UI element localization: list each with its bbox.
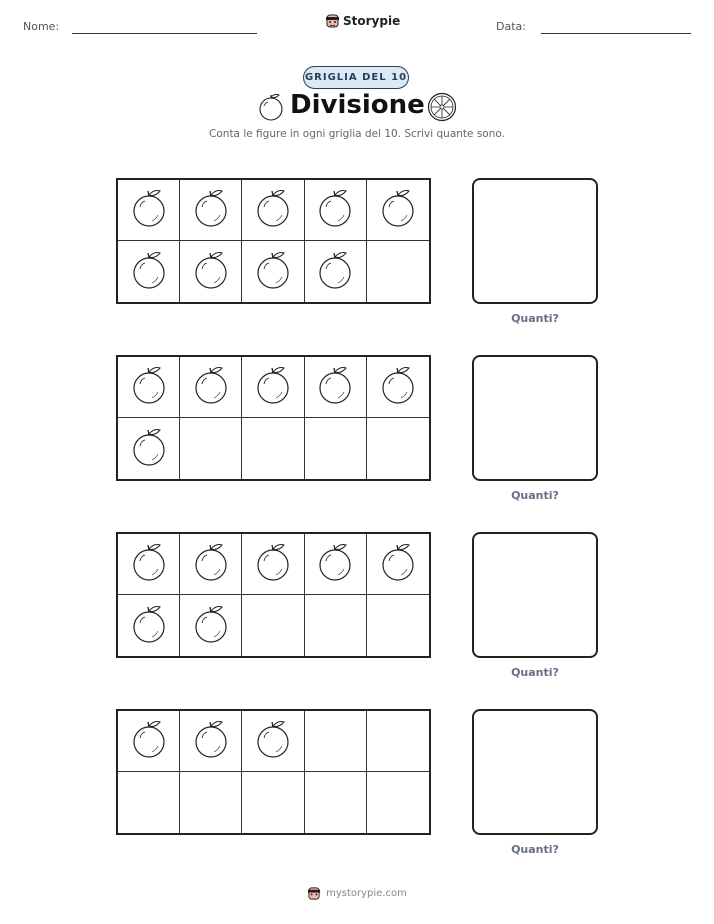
ten-frame-cell	[180, 241, 242, 302]
page-title: Divisione	[290, 90, 425, 120]
orange-fruit-icon	[380, 365, 416, 409]
ten-frame-cell	[180, 595, 242, 656]
category-badge: GRIGLIA DEL 10	[303, 66, 409, 89]
ten-frame-cell	[367, 357, 429, 418]
ten-frame-4	[116, 709, 431, 835]
answer-label-3: Quanti?	[511, 666, 559, 679]
orange-fruit-icon	[380, 188, 416, 232]
brand-name: Storypie	[343, 14, 401, 28]
ten-frame-cell	[367, 534, 429, 595]
ten-frame-cell	[367, 180, 429, 241]
ten-frame-cell	[367, 241, 429, 302]
answer-box-1[interactable]	[472, 178, 598, 304]
orange-fruit-icon	[317, 250, 353, 294]
orange-fruit-icon	[317, 188, 353, 232]
answer-box-3[interactable]	[472, 532, 598, 658]
ten-frame-cell	[305, 357, 367, 418]
ten-frame-cell	[305, 711, 367, 772]
ten-frame-cell	[180, 180, 242, 241]
orange-fruit-icon	[193, 604, 229, 648]
orange-fruit-icon	[131, 365, 167, 409]
date-line[interactable]	[541, 33, 691, 34]
orange-fruit-icon	[193, 719, 229, 763]
ten-frame-cell	[305, 180, 367, 241]
answer-box-2[interactable]	[472, 355, 598, 481]
ten-frame-cell	[118, 180, 180, 241]
answer-label-2: Quanti?	[511, 489, 559, 502]
name-line[interactable]	[72, 33, 257, 34]
ten-frame-cell	[180, 418, 242, 479]
brand-logo	[325, 13, 400, 29]
ten-frame-cell	[305, 241, 367, 302]
answer-box-4[interactable]	[472, 709, 598, 835]
ten-frame-cell	[242, 595, 304, 656]
ten-frame-1	[116, 178, 431, 304]
orange-fruit-icon	[131, 427, 167, 471]
orange-fruit-icon	[380, 542, 416, 586]
orange-fruit-icon	[255, 365, 291, 409]
ten-frame-cell	[242, 772, 304, 833]
ten-frame-cell	[180, 711, 242, 772]
ten-frame-cell	[367, 418, 429, 479]
orange-fruit-icon	[193, 542, 229, 586]
orange-fruit-icon	[131, 188, 167, 232]
ten-frame-2	[116, 355, 431, 481]
ten-frame-cell	[180, 534, 242, 595]
instructions: Conta le figure in ogni griglia del 10. Scrivi quante sono.	[209, 128, 505, 140]
ten-frame-cell	[242, 180, 304, 241]
ten-frame-cell	[305, 418, 367, 479]
ten-frame-cell	[367, 772, 429, 833]
date-label: Data:	[496, 20, 526, 33]
footer	[0, 886, 714, 901]
orange-fruit-icon	[317, 365, 353, 409]
orange-fruit-icon	[131, 250, 167, 294]
ten-frame-cell	[367, 595, 429, 656]
orange-fruit-icon	[255, 542, 291, 586]
storypie-mascot-icon	[307, 886, 321, 901]
ten-frame-cell	[305, 534, 367, 595]
orange-fruit-icon	[131, 719, 167, 763]
footer-url: mystorypie.com	[326, 888, 407, 899]
ten-frame-cell	[180, 772, 242, 833]
orange-slice-icon	[427, 92, 457, 126]
ten-frame-cell	[118, 595, 180, 656]
ten-frame-cell	[118, 772, 180, 833]
orange-fruit-icon	[257, 92, 285, 126]
orange-fruit-icon	[255, 250, 291, 294]
name-label: Nome:	[23, 20, 60, 33]
answer-label-4: Quanti?	[511, 843, 559, 856]
ten-frame-cell	[242, 534, 304, 595]
orange-fruit-icon	[317, 542, 353, 586]
orange-fruit-icon	[131, 604, 167, 648]
ten-frame-cell	[242, 357, 304, 418]
answer-label-1: Quanti?	[511, 312, 559, 325]
ten-frame-cell	[118, 418, 180, 479]
storypie-mascot-icon	[325, 13, 340, 29]
ten-frame-cell	[118, 711, 180, 772]
orange-fruit-icon	[193, 365, 229, 409]
ten-frame-cell	[180, 357, 242, 418]
ten-frame-cell	[118, 357, 180, 418]
ten-frame-cell	[242, 418, 304, 479]
orange-fruit-icon	[131, 542, 167, 586]
ten-frame-cell	[367, 711, 429, 772]
orange-fruit-icon	[193, 188, 229, 232]
ten-frame-3	[116, 532, 431, 658]
ten-frame-cell	[118, 241, 180, 302]
orange-fruit-icon	[255, 188, 291, 232]
ten-frame-cell	[305, 772, 367, 833]
orange-fruit-icon	[193, 250, 229, 294]
ten-frame-cell	[118, 534, 180, 595]
ten-frame-cell	[242, 241, 304, 302]
ten-frame-cell	[305, 595, 367, 656]
ten-frame-cell	[242, 711, 304, 772]
orange-fruit-icon	[255, 719, 291, 763]
